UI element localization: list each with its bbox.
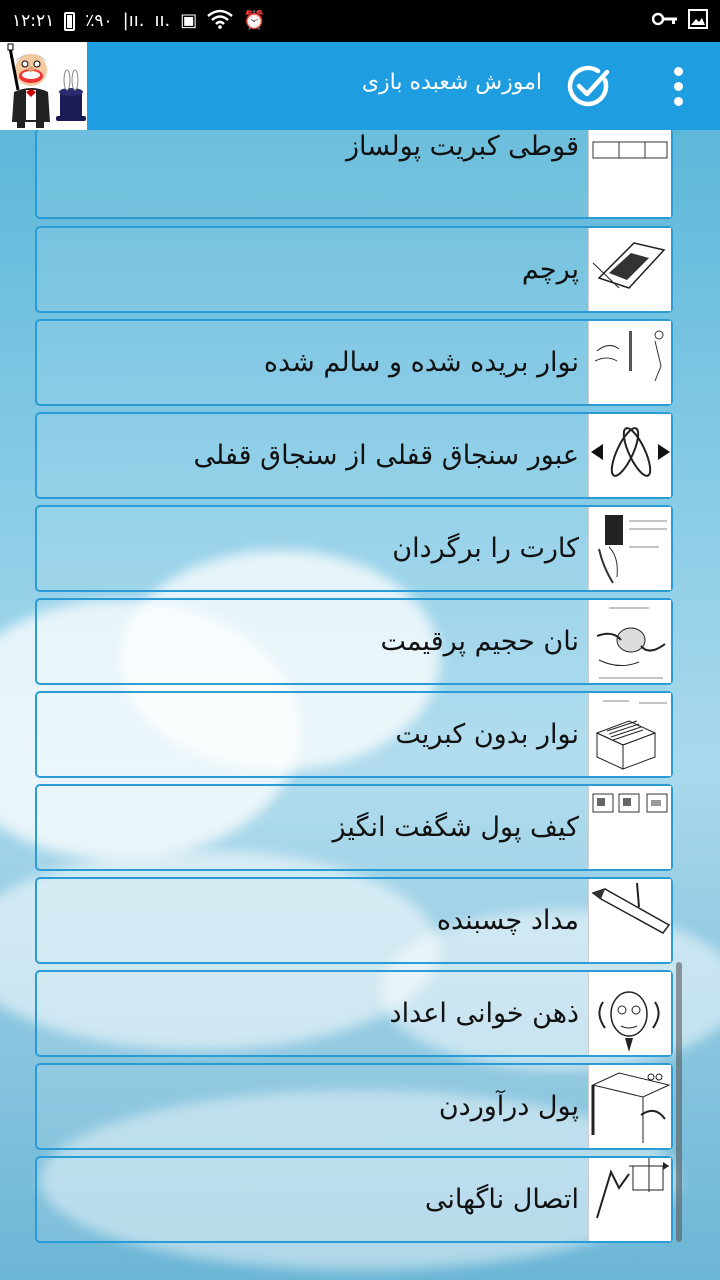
item-label: اتصال ناگهانی [424,1184,579,1215]
list-item[interactable] [35,505,673,592]
signal-icon: ıı. [154,10,171,31]
item-label: کیف پول شگفت انگیز [332,812,579,843]
list-item[interactable] [35,1156,673,1243]
flag-paper-icon [588,228,671,311]
magician-logo [0,42,87,130]
sim-icon: ▣ [180,10,198,31]
bread-hand-icon [588,600,671,683]
item-label: کارت را برگردان [392,533,579,564]
key-icon [652,12,678,30]
content-area [0,130,720,1280]
safety-pin-icon [588,414,671,497]
item-label: پرچم [521,254,579,285]
status-left [12,9,266,33]
app-bar [0,42,720,130]
signal-icon: |ıı. [122,10,145,31]
item-label: قوطی کبریت پولساز [346,131,579,162]
list-item[interactable] [35,130,673,219]
matchbox-open-icon [588,693,671,776]
pencil-icon [588,879,671,962]
list-item[interactable] [35,412,673,499]
list-item[interactable] [35,1063,673,1150]
list-item[interactable] [35,784,673,871]
item-label: ذهن خوانی اعداد [389,998,579,1029]
list-item[interactable] [35,877,673,964]
list-item[interactable] [35,226,673,313]
paperclip-icon [588,1158,671,1241]
list-item[interactable] [35,319,673,406]
matchbox-icon [588,130,671,217]
app-title: اموزش شعبده بازی [361,70,542,95]
status-right [652,9,708,33]
item-label: پول درآوردن [438,1091,579,1122]
scissors-strip-icon [588,321,671,404]
item-label: عبور سنجاق قفلی از سنجاق قفلی [193,440,579,471]
item-label: نوار بدون کبریت [395,719,579,750]
battery-icon [64,12,75,31]
wifi-icon [207,9,233,33]
list-item[interactable] [35,970,673,1057]
card-hand-icon [588,507,671,590]
mind-reader-icon [588,972,671,1055]
more-vert-icon[interactable] [664,62,692,110]
alarm-icon: ⏰ [243,10,266,31]
list-item[interactable] [35,598,673,685]
battery-percent: ٪۹۰ [85,11,113,31]
coin-corner-icon [588,1065,671,1148]
item-label: نان حجیم پرقیمت [380,626,579,657]
check-circle-icon[interactable] [565,62,613,110]
item-label: مداد چسبنده [436,905,579,936]
status-time: ۱۲:۲۱ [12,11,55,31]
scrollbar[interactable] [676,962,682,1242]
item-label: نوار بریده شده و سالم شده [263,347,579,378]
list-item[interactable] [35,691,673,778]
image-icon [688,9,708,33]
status-bar [0,0,720,42]
wallet-icon [588,786,671,869]
